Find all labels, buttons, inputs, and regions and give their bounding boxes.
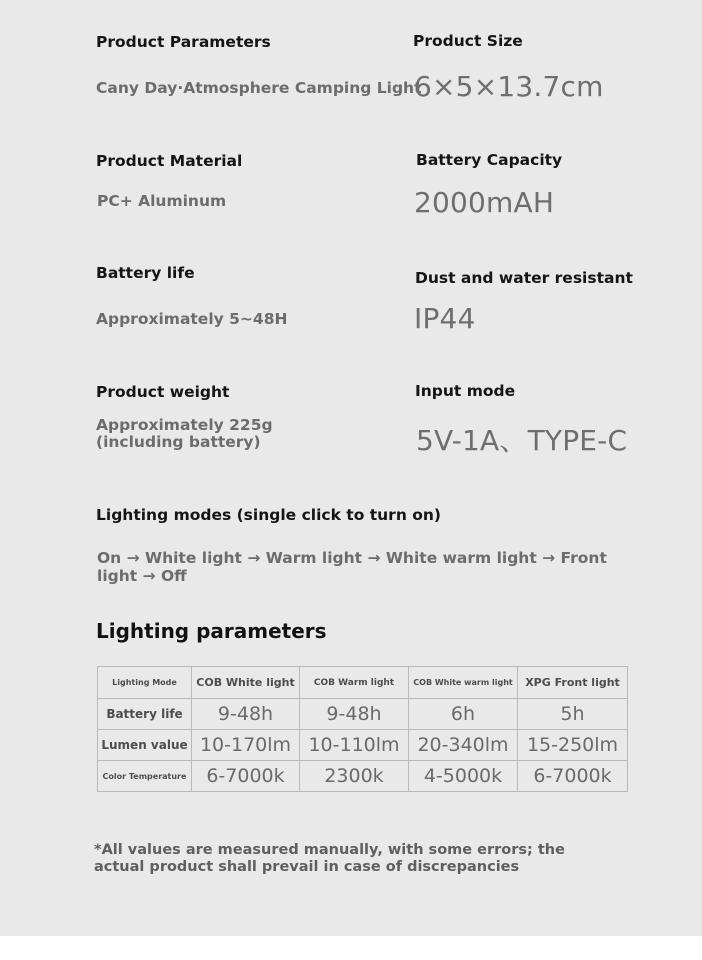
header-cob-white: COB White light bbox=[192, 667, 300, 699]
table-cell: 4-5000k bbox=[409, 761, 518, 792]
header-cob-white-warm: COB White warm light bbox=[409, 667, 518, 699]
battery-capacity-value: 2000mAH bbox=[414, 186, 555, 219]
product-parameters-value: Cany Day·Atmosphere Camping Light bbox=[96, 79, 422, 97]
product-weight-value-line1: Approximately 225g bbox=[96, 416, 273, 434]
product-parameters-label: Product Parameters bbox=[96, 33, 271, 51]
table-cell: 9-48h bbox=[192, 699, 300, 730]
header-xpg-front: XPG Front light bbox=[518, 667, 628, 699]
table-row bbox=[98, 761, 628, 792]
lighting-parameters-table bbox=[97, 666, 628, 792]
dust-water-label: Dust and water resistant bbox=[415, 269, 633, 287]
row-label-lumen-value: Lumen value bbox=[98, 730, 192, 761]
product-size-label: Product Size bbox=[413, 32, 523, 50]
battery-life-label: Battery life bbox=[96, 264, 195, 282]
battery-capacity-label: Battery Capacity bbox=[416, 151, 563, 169]
table-cell: 6-7000k bbox=[192, 761, 300, 792]
table-row bbox=[98, 699, 628, 730]
header-lighting-mode: Lighting Mode bbox=[98, 667, 192, 699]
product-weight-label: Product weight bbox=[96, 383, 230, 401]
table-cell: 2300k bbox=[300, 761, 409, 792]
row-label-battery-life: Battery life bbox=[98, 699, 192, 730]
header-cob-warm: COB Warm light bbox=[300, 667, 409, 699]
product-weight-value-line2: (including battery) bbox=[96, 433, 261, 451]
lighting-modes-title: Lighting modes (single click to turn on) bbox=[96, 506, 442, 524]
table-cell: 10-170lm bbox=[192, 730, 300, 761]
row-label-color-temperature: Color Temperature bbox=[98, 761, 192, 792]
product-material-label: Product Material bbox=[96, 152, 243, 170]
input-mode-label: Input mode bbox=[415, 382, 516, 400]
table-cell: 10-110lm bbox=[300, 730, 409, 761]
lighting-modes-sequence: On → White light → Warm light → White warm light → Front light → Off bbox=[97, 549, 607, 585]
table-cell: 6h bbox=[409, 699, 518, 730]
table-cell: 6-7000k bbox=[518, 761, 628, 792]
product-material-value: PC+ Aluminum bbox=[97, 192, 227, 210]
table-cell: 15-250lm bbox=[518, 730, 628, 761]
lighting-parameters-title: Lighting parameters bbox=[96, 619, 327, 643]
table-row bbox=[98, 730, 628, 761]
input-mode-value: 5V-1A、TYPE-C bbox=[416, 424, 628, 457]
footnote: *All values are measured manually, with some errors; the actual product shall prevail in case of discrepancies bbox=[94, 842, 565, 875]
table-cell: 20-340lm bbox=[409, 730, 518, 761]
product-size-value: 6×5×13.7cm bbox=[414, 70, 604, 103]
battery-life-value: Approximately 5~48H bbox=[96, 310, 288, 328]
table-cell: 9-48h bbox=[300, 699, 409, 730]
dust-water-value: IP44 bbox=[414, 302, 476, 335]
table-header-row bbox=[98, 667, 628, 699]
table-cell: 5h bbox=[518, 699, 628, 730]
